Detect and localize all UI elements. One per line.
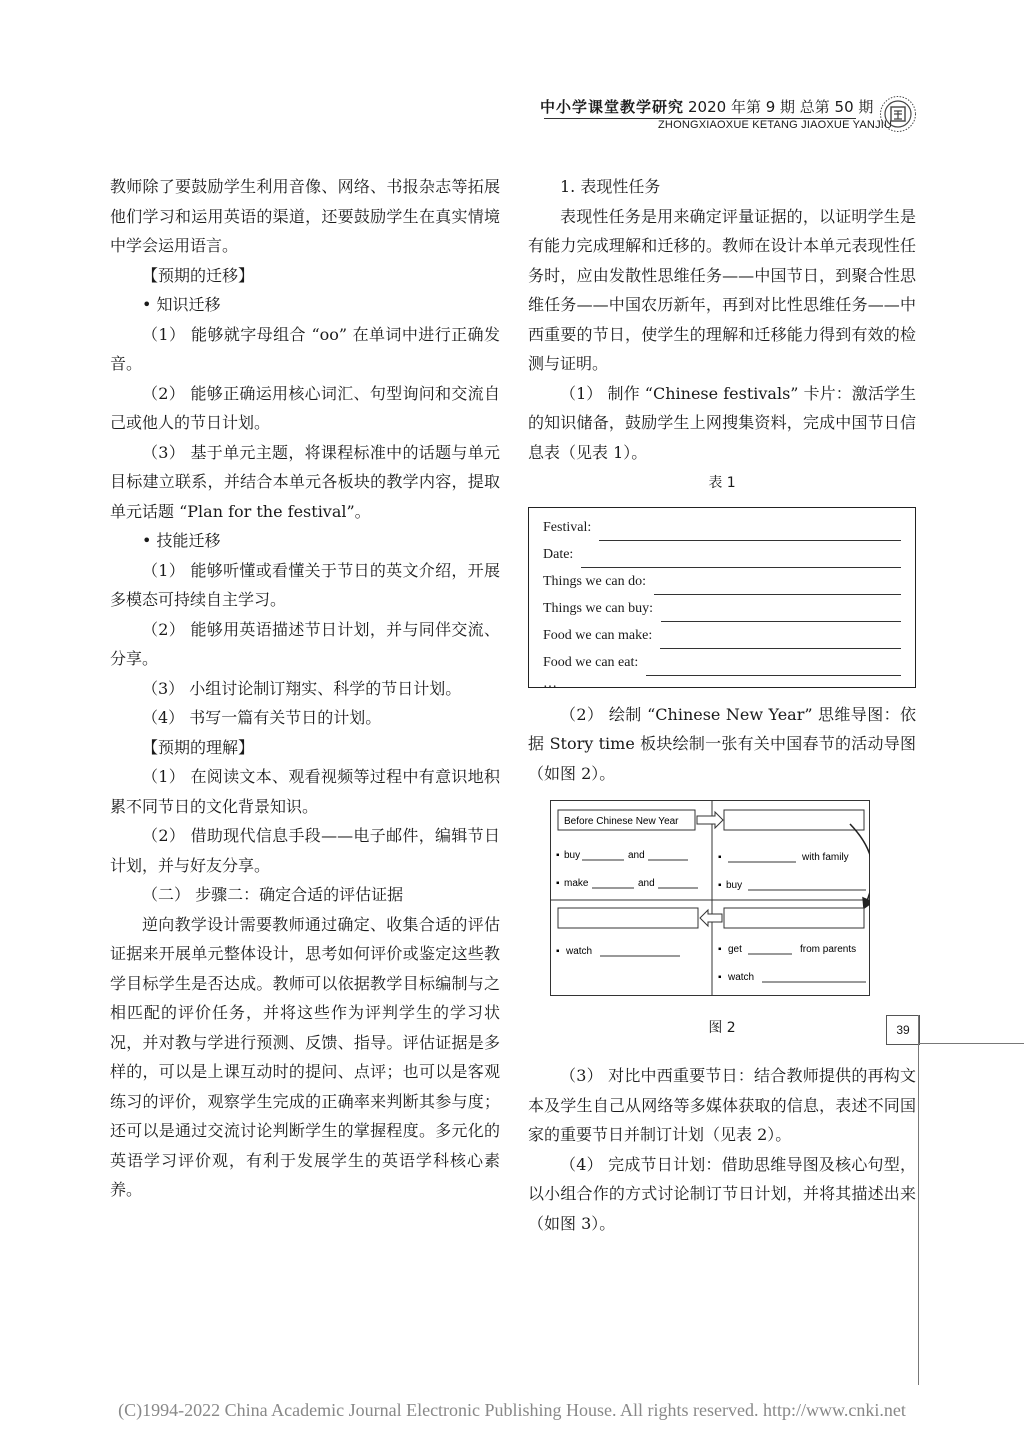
mind-map-figure xyxy=(550,800,916,1006)
row-label: Food we can eat: xyxy=(543,654,639,670)
blank-line xyxy=(646,658,901,676)
fig-word: and xyxy=(628,850,645,861)
left-column xyxy=(110,172,500,1205)
table-row xyxy=(543,649,901,676)
list-item: （3） 基于单元主题，将课程标准中的话题与单元目标建立联系，并结合本单元各板块的教学内容，提取单元话题 “Plan for the festival”。 xyxy=(110,442,500,521)
row-label: Date: xyxy=(543,546,574,562)
bullet-icon: ▪ xyxy=(718,880,722,891)
bullet-icon: ▪ xyxy=(556,850,560,861)
list-item: （1） 在阅读文本、观看视频等过程中有意识地积累不同节日的文化背景知识。 xyxy=(110,767,500,816)
bullet-icon: ▪ xyxy=(556,946,560,957)
blank-line xyxy=(581,550,901,568)
paragraph: 教师除了要鼓励学生利用音像、网络、书报杂志等拓展他们学习和运用英语的渠道，还要鼓励学生在真实情境中学会运用语言。 xyxy=(110,177,500,255)
blank-line xyxy=(654,577,901,595)
list-item: （4） 书写一篇有关节日的计划。 xyxy=(142,708,382,727)
page-number: 39 xyxy=(886,1015,920,1045)
journal-name: 中小学课堂教学研究 xyxy=(540,98,685,116)
fig-word: get xyxy=(728,944,742,955)
bullet-icon: ▪ xyxy=(556,878,560,889)
fig-word: and xyxy=(638,878,655,889)
task-item: （1） 制作 “Chinese festivals” 卡片：激活学生的知识储备，鼓励学生上网搜集资料，完成中国节日信息表（见表 1）。 xyxy=(528,383,916,462)
fig-word: watch xyxy=(566,946,593,957)
edge-rule-horizontal xyxy=(918,1043,1024,1044)
header-rule xyxy=(544,118,856,119)
bullet-icon: ▪ xyxy=(718,972,722,983)
table-ellipsis: … xyxy=(543,675,557,691)
paragraph: 逆向教学设计需要教师通过确定、收集合适的评估证据来开展单元整体设计，思考如何评价或鉴定这些教学目标学生是否达成。教师可以依据教学目标编制与之相匹配的评价任务，并将这些作为评判学生的学习状况，并对教与学进行预测、反馈、指导。评估证据是多样的，可以是上课互动时的提问、点评；也可以是客观练习的评价，观察学生完成的正确率来判断其参与度；还可以是通过交流讨论判断学生的掌握程度。多元化的英语学习评价观，有利于发展学生的英语学科核心素养。 xyxy=(110,914,500,1199)
row-label: Things we can buy: xyxy=(543,600,654,616)
curved-arrow-icon xyxy=(850,824,870,908)
heading-skill-transfer: • 技能迁移 xyxy=(142,531,221,550)
table-row xyxy=(543,541,901,568)
blank-line xyxy=(660,631,901,649)
blank-line xyxy=(599,523,901,541)
arrow-left-icon xyxy=(700,910,722,926)
heading-expected-understanding: 【预期的理解】 xyxy=(142,737,255,757)
heading-knowledge-transfer: • 知识迁移 xyxy=(142,295,221,314)
paragraph: 表现性任务是用来确定评量证据的，以证明学生是有能力完成理解和迁移的。教师在设计本单元表现性任务时，应由发散性思维任务——中国节日，到聚合性思维任务——中国农历新年，再到对比性思维任务——中西重要的节日，使学生的理解和迁移能力得到有效的检测与证明。 xyxy=(528,206,916,373)
row-label: Food we can make: xyxy=(543,627,653,643)
blank-line xyxy=(661,604,901,622)
arrow-right-icon xyxy=(697,812,723,828)
copyright-footer: (C)1994-2022 China Academic Journal Electronic Publishing House. All rights reserved. http://www.cnki.net xyxy=(118,1400,906,1420)
list-item: （2） 借助现代信息手段——电子邮件，编辑节日计划，并与好友分享。 xyxy=(110,826,500,875)
row-label: Things we can do: xyxy=(543,573,647,589)
list-item: （3） 小组讨论制订翔实、科学的节日计划。 xyxy=(142,678,462,698)
list-item: （2） 能够正确运用核心词汇、句型询问和交流自己或他人的节日计划。 xyxy=(110,383,500,432)
list-item: （1） 能够就字母组合 “oo” 在单词中进行正确发音。 xyxy=(110,324,500,373)
bullet-icon: ▪ xyxy=(718,944,722,955)
right-column xyxy=(528,172,916,1238)
empty-box xyxy=(724,810,864,830)
figure-caption: 图 2 xyxy=(708,1019,736,1036)
table-row xyxy=(543,568,901,595)
empty-box xyxy=(724,908,864,928)
fig-word: with family xyxy=(802,852,849,863)
fig-word: buy xyxy=(726,880,743,891)
fig-word: buy xyxy=(564,850,581,861)
festival-info-table xyxy=(528,507,916,691)
table-row xyxy=(543,595,901,622)
table-caption: 表 1 xyxy=(708,475,736,491)
bullet-icon: ▪ xyxy=(718,852,722,863)
task-item: （3） 对比中西重要节日：结合教师提供的再构文本及学生自己从网络等多媒体获取的信息，表述不同国家的重要节日并制订计划（见表 2）。 xyxy=(528,1066,916,1144)
fig-word: make xyxy=(564,878,589,889)
empty-box xyxy=(558,908,698,928)
table-row xyxy=(543,514,901,541)
box-label: Before Chinese New Year xyxy=(564,816,679,827)
heading-expected-transfer: 【预期的迁移】 xyxy=(142,265,255,285)
list-item: （2） 能够用英语描述节日计划，并与同伴交流、分享。 xyxy=(110,619,500,668)
task-item: （2） 绘制 “Chinese New Year” 思维导图：依据 Story time 板块绘制一张有关中国春节的活动导图（如图 2）。 xyxy=(528,704,916,783)
task-item: （4） 完成节日计划：借助思维导图及核心句型，以小组合作的方式讨论制订节日计划，并将其描述出来（如图 3）。 xyxy=(528,1154,916,1233)
fig-word: watch xyxy=(728,972,755,983)
table-row xyxy=(543,622,901,649)
heading-step-two: （二） 步骤二：确定合适的评估证据 xyxy=(142,885,404,904)
fig-word: from parents xyxy=(800,944,857,955)
journal-pinyin: ZHONGXIAOXUE KETANG JIAOXUE YANJIU xyxy=(658,119,893,131)
mind-map-svg xyxy=(550,800,870,996)
row-label: Festival: xyxy=(543,519,592,535)
journal-logo-icon xyxy=(879,95,917,133)
list-item: （1） 能够听懂或看懂关于节日的英文介绍，开展多模态可持续自主学习。 xyxy=(110,560,500,609)
edge-rule-vertical xyxy=(918,1015,919,1385)
heading-performance-task: 1. 表现性任务 xyxy=(560,177,661,196)
issue-info: 2020 年第 9 期 总第 50 期 xyxy=(688,98,874,116)
